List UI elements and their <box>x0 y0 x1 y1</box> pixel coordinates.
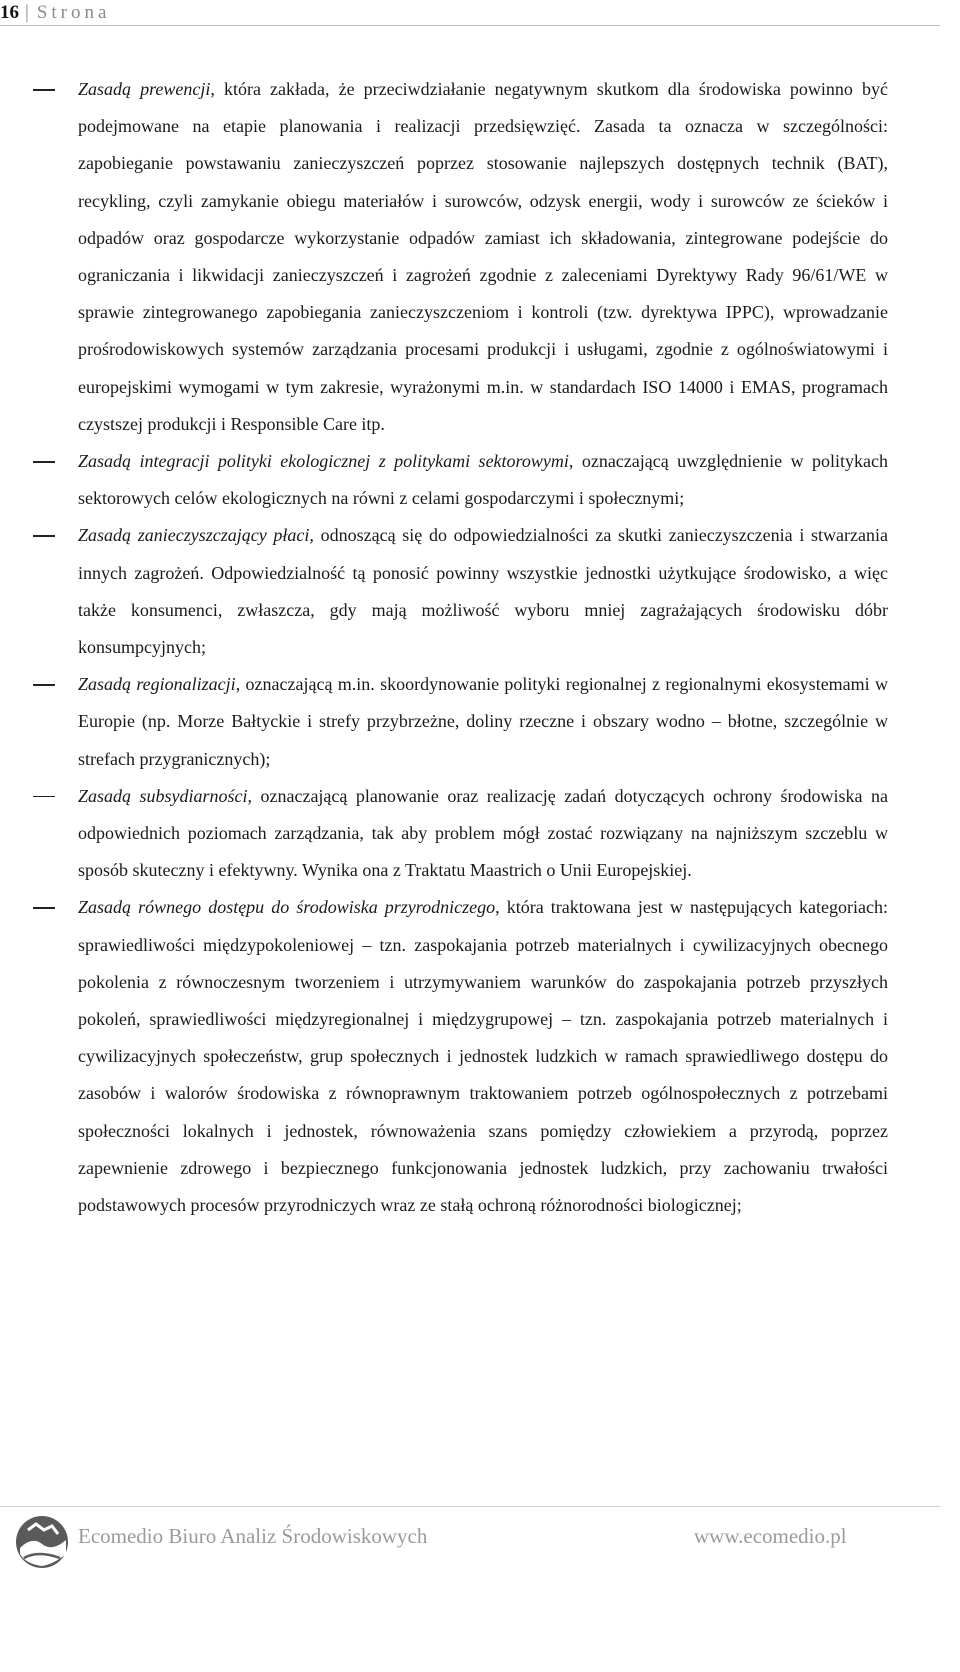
list-item <box>0 778 888 890</box>
dash-bullet <box>33 907 55 909</box>
document-body <box>0 71 960 1224</box>
item-text: , oznaczającą uwzględnienie w politykach sektorowych celów ekologicznych na równi z celami gospodarczymi i społecznymi; <box>78 451 888 509</box>
list-item <box>0 443 888 517</box>
ecomedio-logo-icon <box>14 1514 70 1570</box>
item-text: , oznaczającą planowanie oraz realizację zadań dotyczących ochrony środowiska na odpowiednich poziomach zarządzania, tak aby problem mógł zostać rozwiązany na najniższym szczeblu w sposób skuteczny i efektywny. Wynika ona z Traktatu Maastrich o Unii Europejskiej. <box>78 785 889 881</box>
dash-bullet <box>33 684 55 686</box>
dash-bullet <box>33 89 55 91</box>
item-lead: Zasadą zanieczyszczający płaci, <box>78 525 314 546</box>
item-text: , która zakłada, że przeciwdziałanie negatywnym skutkom dla środowiska powinno być podejmowane na etapie planowania i realizacji przedsięwzięć. Zasada ta oznacza w szczególności: zapobieganie powstawaniu zanieczyszczeń poprzez stosowanie najlepszych dostępnych technik (BAT), recykling, czyli zamykanie obiegu materiałów i surowców, odzysk energii, wody i surowców ze ścieków i odpadów oraz gospodarcze wykorzystanie odpadów zamiast ich składowania, zintegrowane podejście do ograniczania i likwidacji zanieczyszczeń i zagrożeń zgodnie z zaleceniami Dyrektywy Rady 96/61/WE w sprawie zintegrowanego zapobiegania zanieczyszczeniom i kontroli (tzw. dyrektywa IPPC), wprowadzanie prośrodowiskowych systemów zarządzania procesami produkcji i usługami, zgodnie z ogólnoświatowymi i europejskimi wymogami w tym zakresie, wyrażonymi m.in. w standardach ISO 14000 i EMAS, programach czystszej produkcji i Responsible Care itp. <box>78 79 888 434</box>
page-header <box>0 0 940 26</box>
list-item <box>0 666 888 778</box>
item-lead: Zasadą regionalizacji <box>78 674 236 695</box>
item-lead: Zasadą subsydiarności <box>78 785 248 806</box>
page-word: Strona <box>36 2 111 23</box>
item-lead: Zasadą równego dostępu do środowiska przyrodniczego <box>78 897 496 918</box>
header-separator: | <box>25 2 29 23</box>
page-footer <box>0 1506 960 1596</box>
footer-website[interactable]: www.ecomedio.pl <box>694 1524 847 1548</box>
list-item <box>0 71 888 443</box>
item-text: odnoszącą się do odpowiedzialności za skutki zanieczyszczenia i stwarzania innych zagrożeń. Odpowiedzialność tą ponosić powinny wszystkie jednostki użytkujące środowisko, a więc także konsumenci, zwłaszcza, gdy mają możliwość wyboru mniej zagrażających środowisku dóbr konsumpcyjnych; <box>78 525 889 658</box>
header-rule <box>0 25 940 26</box>
footer-company: Ecomedio Biuro Analiz Środowiskowych <box>78 1524 428 1548</box>
item-lead: Zasadą integracji polityki ekologicznej z politykami sektorowymi <box>78 451 569 472</box>
item-text: , która traktowana jest w następujących kategoriach: sprawiedliwości międzypokoleniowej – tzn. zaspokajania potrzeb materialnych i cywilizacyjnych obecnego pokolenia z równoczesnym tworzeniem i utrzymywaniem warunków do zaspokajania potrzeb przyszłych pokoleń, sprawiedliwości międzyregionalnej i międzygrupowej – tzn. zaspokajania potrzeb materialnych i cywilizacyjnych społeczeństw, grup społecznych i jednostek ludzkich w ramach sprawiedliwego dostępu do zasobów i walorów środowiska z równoprawnym traktowaniem potrzeb ogólnospołecznych z potrzebami społeczności lokalnych i jednostek, równoważenia szans pomiędzy człowiekiem a przyrodą, poprzez zapewnienie zdrowego i bezpiecznego funkcjonowania jednostek ludzkich, przy zachowaniu trwałości podstawowych procesów przyrodniczych wraz ze stałą ochroną różnorodności biologicznej; <box>78 897 888 1216</box>
dash-bullet <box>33 796 55 798</box>
item-text: , oznaczającą m.in. skoordynowanie polityki regionalnej z regionalnymi ekosystemami w Europie (np. Morze Bałtyckie i strefy przybrzeżne, doliny rzeczne i obszary wodno – błotne, szczególnie w strefach przygranicznych); <box>78 674 889 769</box>
item-lead: Zasadą prewencji <box>78 79 211 99</box>
list-item <box>0 889 888 1224</box>
list-item <box>0 517 888 666</box>
page-number: 16 <box>0 2 19 23</box>
dash-bullet <box>33 461 55 463</box>
dash-bullet <box>33 535 55 537</box>
